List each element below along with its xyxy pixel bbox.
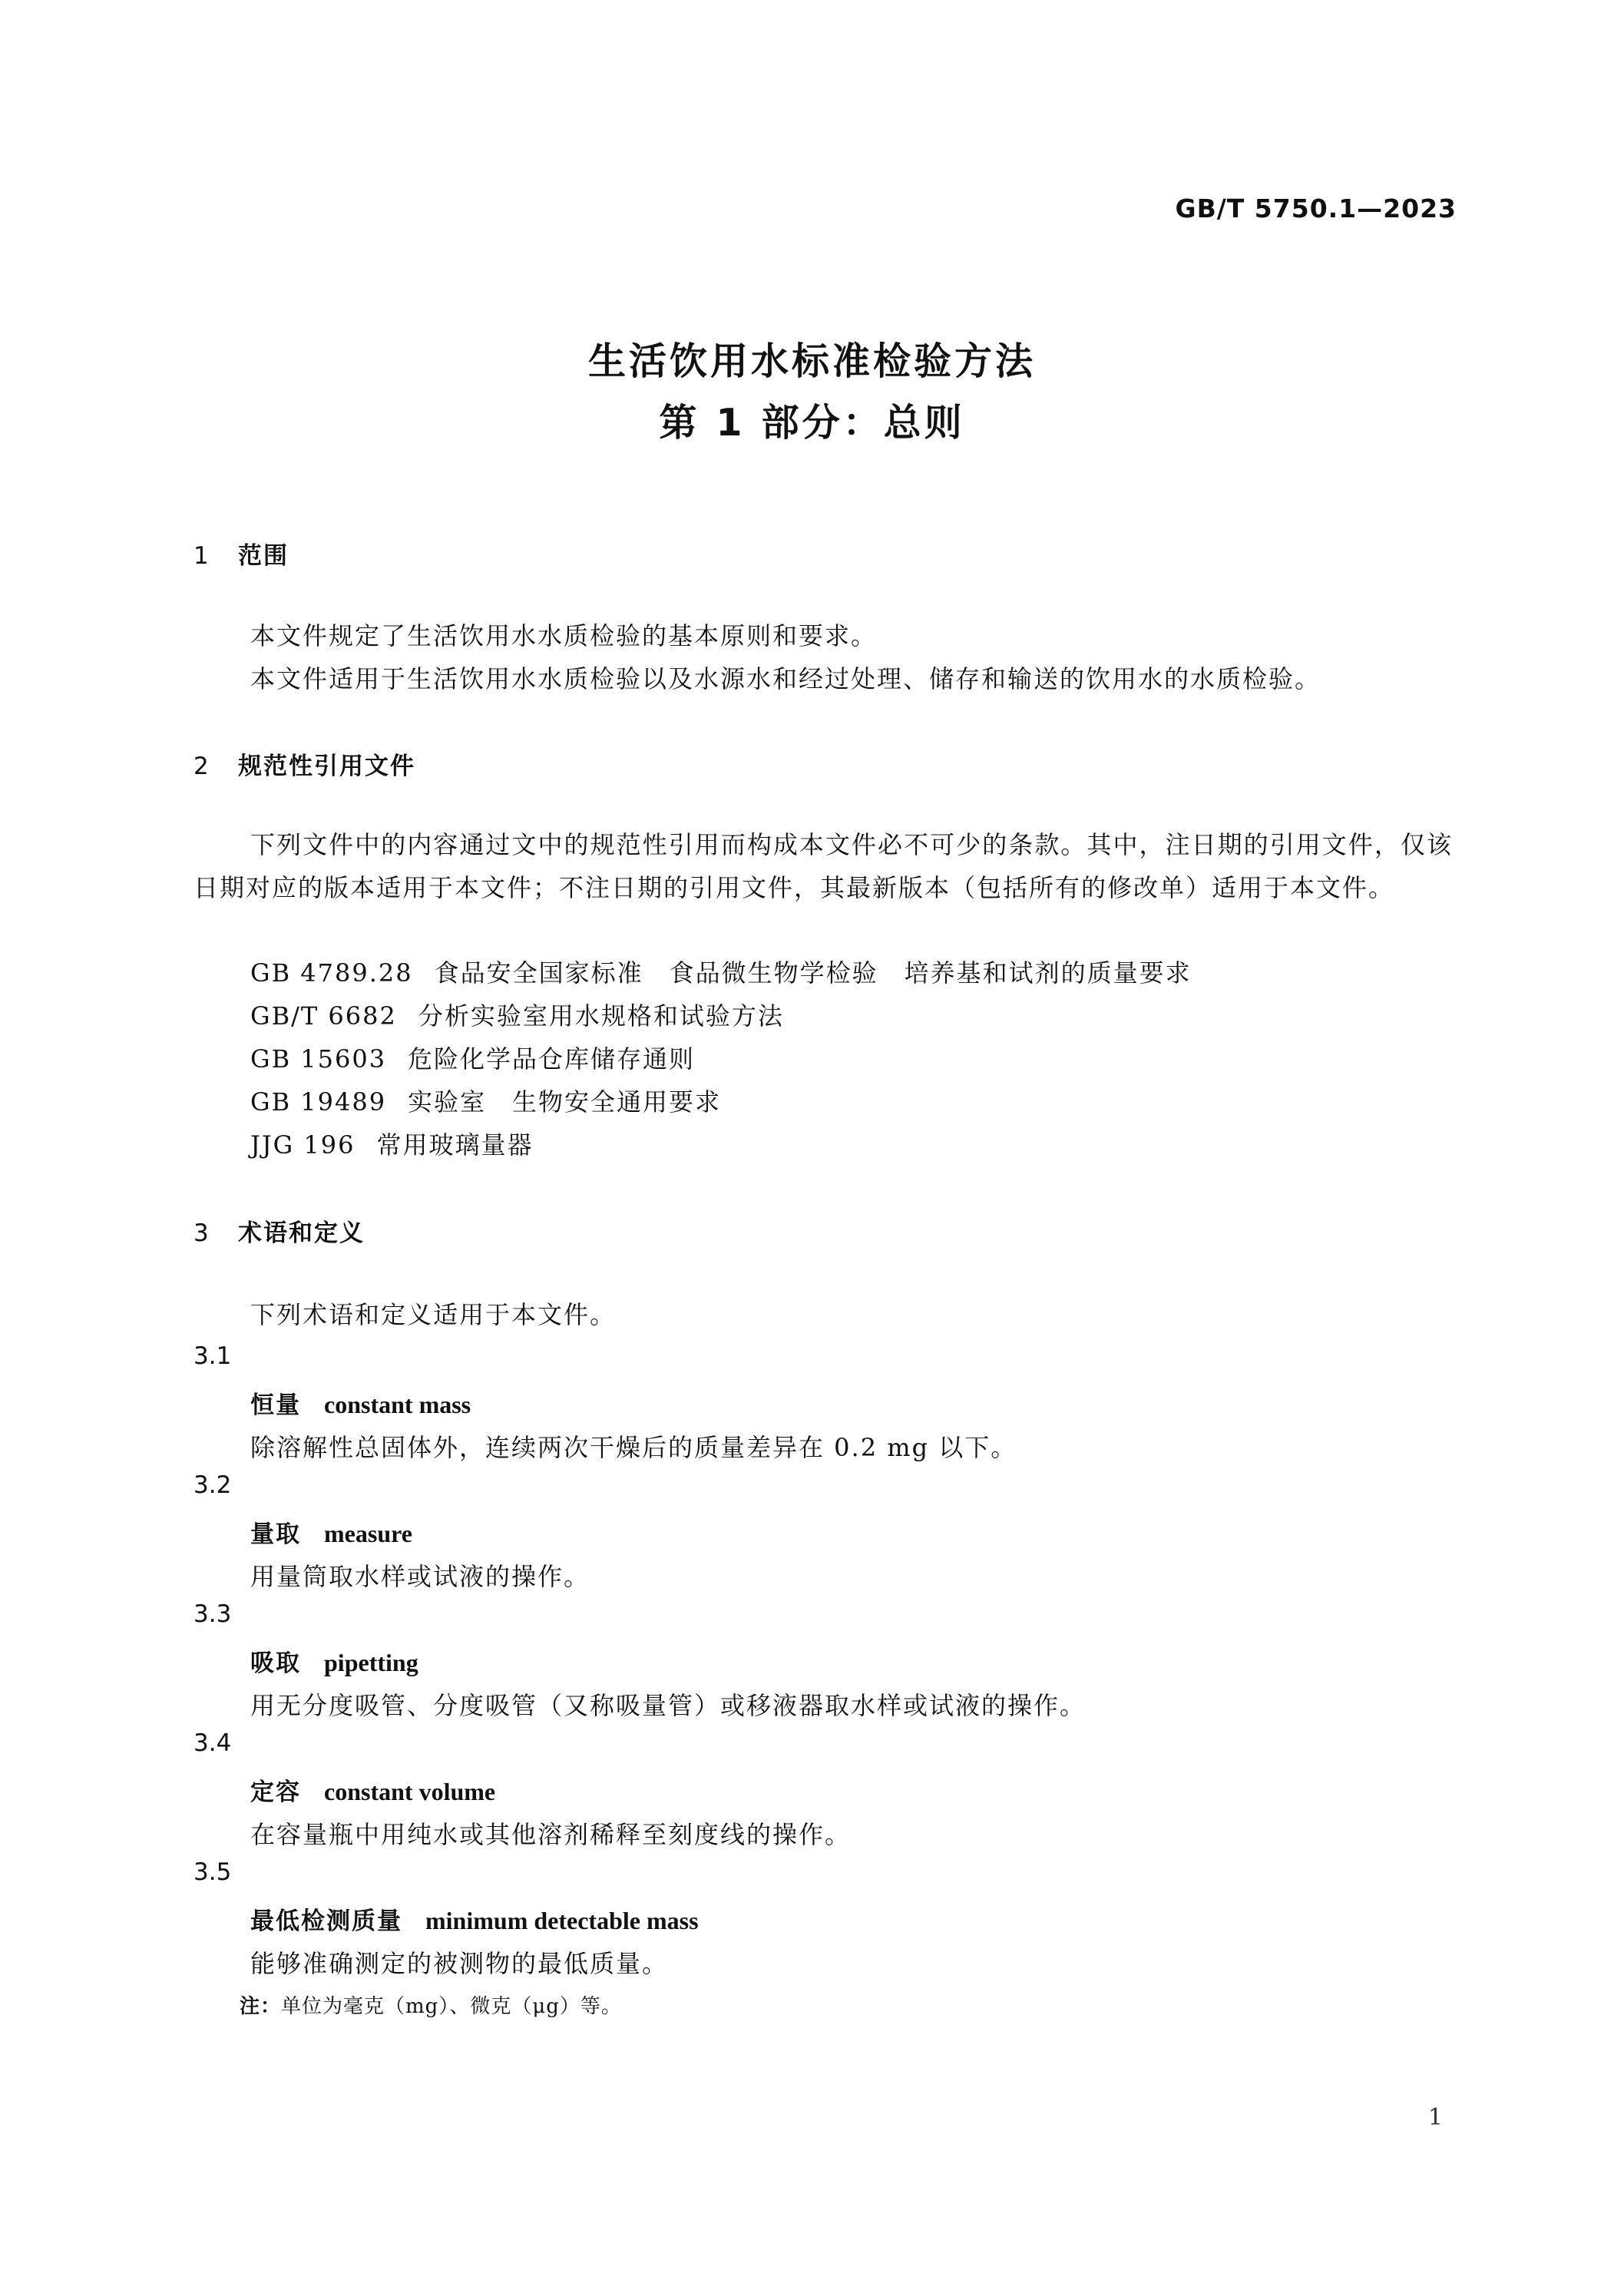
section-number: 2 xyxy=(193,753,210,780)
section-title: 范围 xyxy=(238,542,289,570)
term-number: 3.3 xyxy=(193,1600,232,1628)
term-chinese: 定容 xyxy=(250,1778,301,1806)
reference-title: 实验室 生物安全通用要求 xyxy=(408,1087,722,1117)
term-definition: 除溶解性总固体外，连续两次干燥后的质量差异在 0.2 mg 以下。 xyxy=(250,1433,1017,1462)
page-number: 1 xyxy=(1427,2104,1443,2131)
standard-code: GB/T 5750.1—2023 xyxy=(1175,194,1457,223)
term-number: 3.4 xyxy=(193,1729,232,1757)
document-title: 生活饮用水标准检验方法 xyxy=(587,339,1036,383)
paragraph-text: 本文件规定了生活饮用水水质检验的基本原则和要求。 xyxy=(250,621,878,650)
paragraph-text: 下列术语和定义适用于本文件。 xyxy=(250,1300,617,1329)
reference-title: 危险化学品仓库储存通则 xyxy=(408,1044,696,1074)
term-heading xyxy=(250,1514,412,1549)
document-subtitle: 第 1 部分：总则 xyxy=(659,401,965,445)
reference-code: GB 19489 xyxy=(250,1087,387,1117)
term-heading xyxy=(250,1643,418,1678)
term-english: constant mass xyxy=(324,1391,471,1418)
term-definition: 能够准确测定的被测物的最低质量。 xyxy=(250,1949,669,1978)
term-english: measure xyxy=(324,1520,412,1547)
term-english: constant volume xyxy=(324,1778,496,1805)
paragraph-text: 本文件适用于生活饮用水水质检验以及水源水和经过处理、储存和输送的饮用水的水质检验。 xyxy=(250,664,1321,693)
note-text: 单位为毫克（mg）、微克（μg）等。 xyxy=(281,1995,622,2018)
term-definition: 在容量瓶中用纯水或其他溶剂稀释至刻度线的操作。 xyxy=(250,1820,852,1849)
section-heading-terms xyxy=(193,1213,365,1248)
term-heading xyxy=(250,1901,699,1936)
terms-intro-paragraph xyxy=(193,1293,1453,1336)
section-heading-normative-references xyxy=(193,746,415,781)
term-number: 3.1 xyxy=(193,1342,232,1370)
reference-code: GB 4789.28 xyxy=(250,958,413,988)
section-title: 术语和定义 xyxy=(238,1219,365,1247)
term-number: 3.5 xyxy=(193,1858,232,1886)
term-chinese: 量取 xyxy=(250,1520,301,1548)
section-number: 1 xyxy=(193,542,210,570)
note-label: 注： xyxy=(240,1995,282,2018)
term-number: 3.2 xyxy=(193,1471,232,1499)
reference-item xyxy=(250,1083,721,1118)
reference-code: GB/T 6682 xyxy=(250,1001,397,1031)
reference-code: GB 15603 xyxy=(250,1044,387,1074)
references-intro-paragraph xyxy=(193,823,1453,909)
term-chinese: 最低检测质量 xyxy=(250,1908,402,1935)
scope-paragraph-2 xyxy=(193,657,1453,700)
term-definition: 用量筒取水样或试液的操作。 xyxy=(250,1562,590,1591)
reference-item xyxy=(250,1040,695,1075)
reference-code: JJG 196 xyxy=(250,1130,356,1160)
term-chinese: 吸取 xyxy=(250,1649,301,1677)
reference-item xyxy=(250,954,1192,989)
reference-title: 食品安全国家标准 食品微生物学检验 培养基和试剂的质量要求 xyxy=(434,958,1192,988)
term-english: pipetting xyxy=(324,1649,418,1676)
term-english: minimum detectable mass xyxy=(425,1907,699,1934)
section-number: 3 xyxy=(193,1219,210,1247)
term-heading xyxy=(250,1385,471,1420)
term-definition: 用无分度吸管、分度吸管（又称吸量管）或移液器取水样或试液的操作。 xyxy=(250,1691,1087,1720)
reference-item xyxy=(250,1126,533,1161)
paragraph-text: 下列文件中的内容通过文中的规范性引用而构成本文件必不可少的条款。其中，注日期的引用文件，仅该日期对应的版本适用于本文件；不注日期的引用文件，其最新版本（包括所有的修改单）适用于本文件。 xyxy=(193,830,1453,902)
reference-title: 分析实验室用水规格和试验方法 xyxy=(418,1001,784,1031)
term-chinese: 恒量 xyxy=(250,1391,301,1419)
reference-item xyxy=(250,997,784,1032)
term-heading xyxy=(250,1772,495,1807)
section-heading-scope xyxy=(193,536,289,571)
term-note xyxy=(240,1990,622,2019)
section-title: 规范性引用文件 xyxy=(238,753,415,780)
reference-title: 常用玻璃量器 xyxy=(376,1130,534,1160)
scope-paragraph-1 xyxy=(193,614,1453,657)
